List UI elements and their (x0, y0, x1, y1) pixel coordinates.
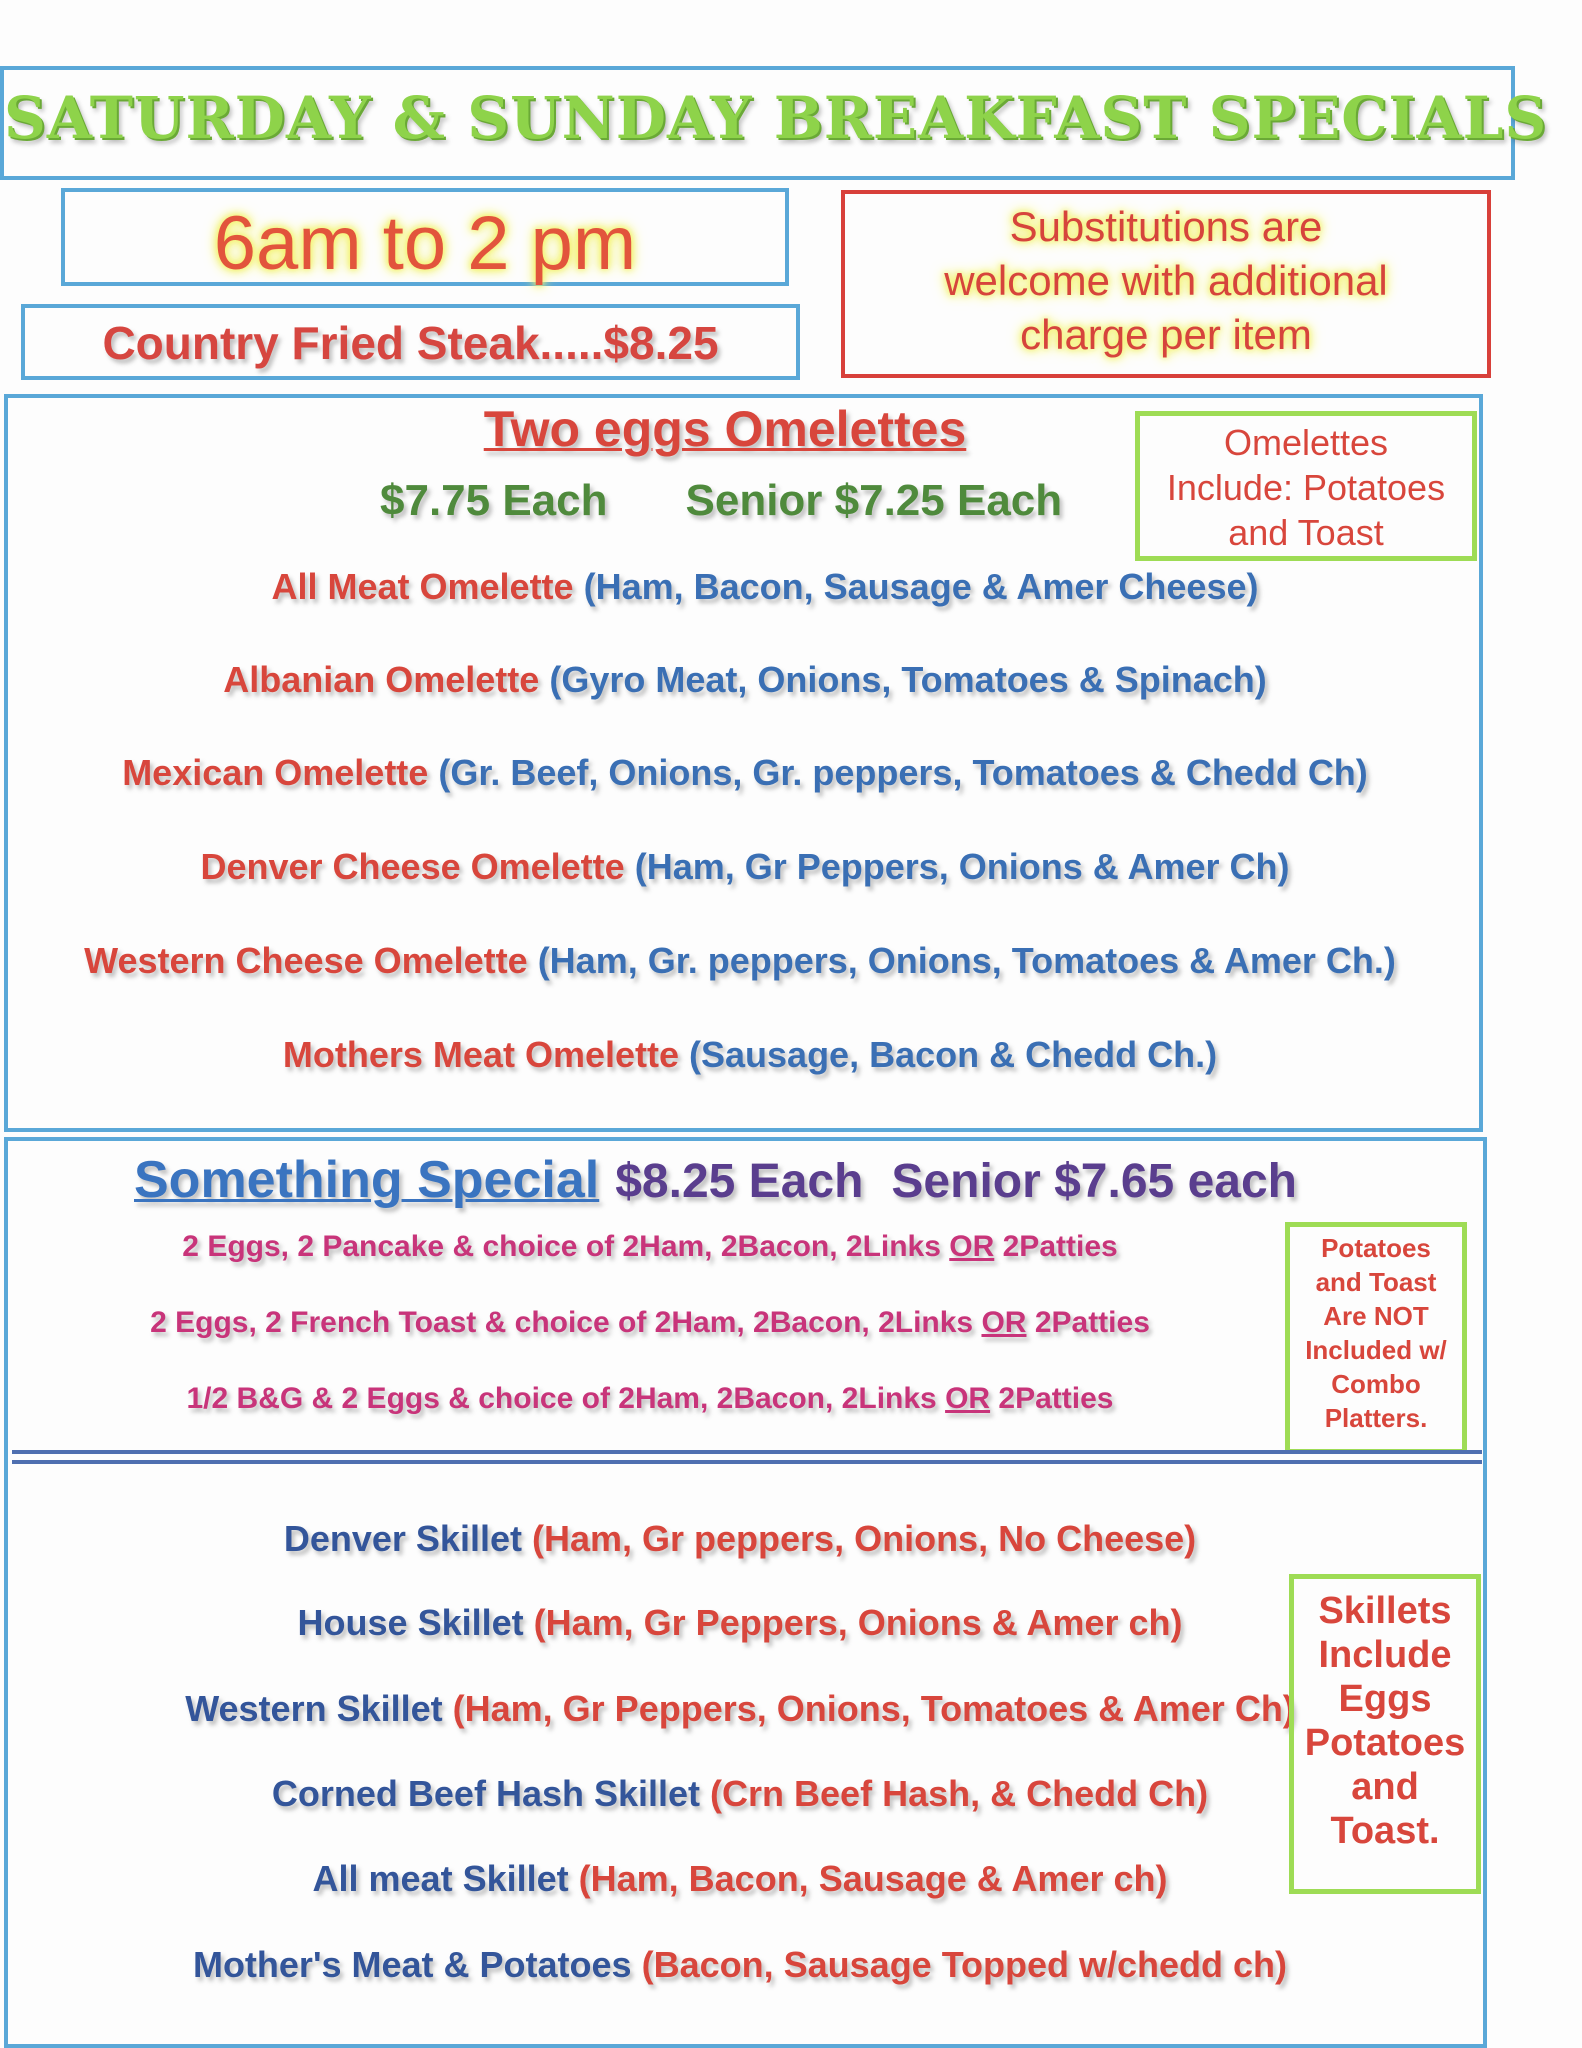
combo-item (0, 1382, 1300, 1416)
header-banner (0, 66, 1548, 180)
skillet-name: Corned Beef Hash Skillet (271, 1773, 701, 1814)
omelettes-prices (380, 476, 1062, 526)
combo-note-line: Potatoes (1321, 1233, 1431, 1263)
combo-note-line: Platters. (1324, 1403, 1428, 1433)
combo-or: OR (981, 1306, 1027, 1339)
combo-note-line: and Toast (1315, 1267, 1437, 1297)
skillet-desc: (Ham, Gr peppers, Onions, No Cheese) (532, 1518, 1197, 1559)
omelettes-title: Two eggs Omelettes (483, 401, 967, 457)
section-divider (12, 1450, 1482, 1464)
special-price: $8.25 Each (615, 1155, 864, 1208)
omelettes-includes-line: Include: Potatoes (1166, 467, 1446, 508)
omelette-item (0, 659, 1480, 701)
skillet-note-line: and (1351, 1766, 1419, 1808)
special-senior-price: Senior $7.65 each (891, 1155, 1297, 1208)
skillet-name: Denver Skillet (283, 1518, 522, 1559)
substitutions-text (865, 200, 1467, 362)
omelette-desc: (Gr. Beef, Onions, Gr. peppers, Tomatoes & Chedd Ch) (438, 752, 1368, 793)
omelette-name: Mexican Omelette (122, 752, 429, 793)
feature-text: Country Fried Steak.....$8.25 (102, 317, 719, 369)
skillet-note-box (1289, 1574, 1481, 1894)
combo-note-line: Included w/ (1305, 1335, 1447, 1365)
omelette-item (0, 752, 1480, 794)
combo-note-line: Are NOT (1323, 1301, 1429, 1331)
hours-box (61, 188, 789, 286)
omelette-item (0, 566, 1480, 608)
skillet-note-line: Skillets (1318, 1590, 1452, 1632)
omelette-name: Albanian Omelette (223, 659, 540, 700)
skillet-item (0, 1688, 1480, 1730)
omelettes-price: $7.75 Each (380, 476, 608, 525)
skillet-name: House Skillet (297, 1602, 524, 1643)
omelette-name: All Meat Omelette (271, 566, 574, 607)
special-title: Something Special (134, 1151, 600, 1209)
combo-post: 2Patties (998, 1382, 1114, 1415)
skillet-desc: (Crn Beef Hash, & Chedd Ch) (710, 1773, 1209, 1814)
combo-item (0, 1306, 1300, 1340)
skillet-note-line: Toast. (1330, 1810, 1440, 1852)
omelette-item (0, 1034, 1480, 1076)
skillet-item (0, 1602, 1480, 1644)
special-section (4, 1137, 1487, 2048)
combo-or: OR (949, 1230, 995, 1263)
skillet-item (0, 1518, 1480, 1560)
skillet-item (0, 1944, 1480, 1986)
combo-item (0, 1230, 1300, 1264)
omelette-name: Western Cheese Omelette (84, 940, 528, 981)
substitutions-line: welcome with additional (944, 257, 1388, 304)
skillet-note-line: Potatoes (1304, 1722, 1466, 1764)
skillet-desc: (Ham, Gr Peppers, Onions, Tomatoes & Amer Ch) (452, 1688, 1295, 1729)
combo-post: 2Patties (1034, 1306, 1150, 1339)
substitutions-box (841, 190, 1491, 378)
skillet-item (0, 1773, 1480, 1815)
skillet-note-line: Eggs (1338, 1678, 1432, 1720)
combo-note-box (1285, 1222, 1467, 1454)
omelette-item (0, 846, 1480, 888)
omelette-desc: (Ham, Gr Peppers, Onions & Amer Ch) (634, 846, 1290, 887)
skillet-name: Western Skillet (185, 1688, 443, 1729)
skillet-desc: (Ham, Gr Peppers, Onions & Amer ch) (533, 1602, 1183, 1643)
omelettes-includes-line: Omelettes (1223, 422, 1389, 463)
skillet-name: All meat Skillet (312, 1858, 569, 1899)
combo-text: 1/2 B&G & 2 Eggs & choice of 2Ham, 2Bacon, 2Links (186, 1382, 937, 1415)
omelette-item (0, 940, 1480, 982)
substitutions-line: charge per item (1020, 311, 1312, 358)
skillet-desc: (Bacon, Sausage Topped w/chedd ch) (641, 1944, 1288, 1985)
page-title: SATURDAY & SUNDAY BREAKFAST SPECIALS (4, 84, 1548, 152)
skillet-note-text (1296, 1589, 1474, 1853)
omelette-desc: (Ham, Bacon, Sausage & Amer Cheese) (583, 566, 1259, 607)
combo-or: OR (945, 1382, 991, 1415)
combo-note-line: Combo (1331, 1369, 1421, 1399)
skillet-note-line: Include (1318, 1634, 1452, 1676)
special-title-row (134, 1150, 1297, 1210)
omelettes-senior-price: Senior $7.25 Each (685, 476, 1063, 525)
skillet-item (0, 1858, 1480, 1900)
feature-box (21, 304, 800, 380)
skillet-desc: (Ham, Bacon, Sausage & Amer ch) (578, 1858, 1168, 1899)
omelette-name: Mothers Meat Omelette (282, 1034, 679, 1075)
hours-text: 6am to 2 pm (213, 201, 637, 286)
omelette-desc: (Gyro Meat, Onions, Tomatoes & Spinach) (549, 659, 1267, 700)
substitutions-line: Substitutions are (1009, 203, 1323, 250)
combo-note-text (1292, 1231, 1460, 1435)
omelettes-includes-line: and Toast (1228, 512, 1384, 553)
combo-text: 2 Eggs, 2 French Toast & choice of 2Ham, 2Bacon, 2Links (150, 1306, 974, 1339)
omelette-desc: (Ham, Gr. peppers, Onions, Tomatoes & Amer Ch.) (537, 940, 1396, 981)
skillet-name: Mother's Meat & Potatoes (192, 1944, 632, 1985)
omelette-desc: (Sausage, Bacon & Chedd Ch.) (689, 1034, 1218, 1075)
omelettes-includes-box (1135, 411, 1477, 561)
combo-text: 2 Eggs, 2 Pancake & choice of 2Ham, 2Bacon, 2Links (182, 1230, 941, 1263)
combo-post: 2Patties (1002, 1230, 1118, 1263)
omelette-name: Denver Cheese Omelette (200, 846, 625, 887)
omelettes-includes-text (1144, 420, 1468, 555)
